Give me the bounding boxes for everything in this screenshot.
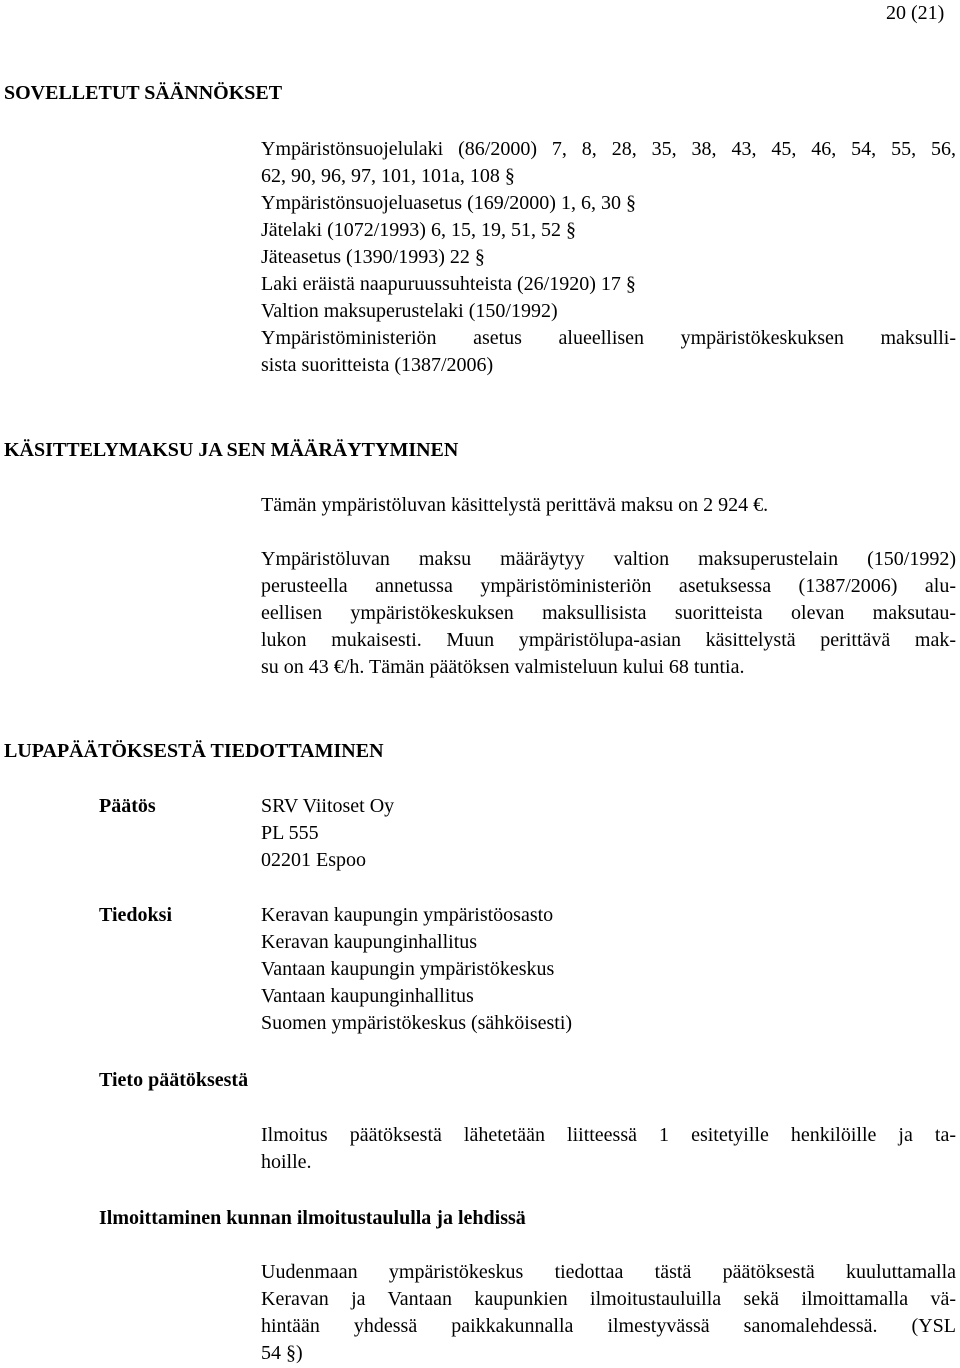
announcement-line: 54 §) <box>261 1342 303 1364</box>
heading-lupapaatoksesta-tiedottaminen: LUPAPÄÄTÖKSESTÄ TIEDOTTAMINEN <box>4 740 384 762</box>
tiedoksi-item: Suomen ympäristökeskus (sähköisesti) <box>261 1012 573 1034</box>
heading-ilmoittaminen: Ilmoittaminen kunnan ilmoitustaululla ja lehdissä <box>99 1207 526 1229</box>
label-tieto-paatoksesta: Tieto päätöksestä <box>99 1069 249 1091</box>
statute-line: Ympäristönsuojeluasetus (169/2000) 1, 6, 30 § <box>261 192 636 214</box>
statute-line: 62, 90, 96, 97, 101, 101a, 108 § <box>261 165 515 187</box>
statute-line: Jäteasetus (1390/1993) 22 § <box>261 246 485 268</box>
tiedoksi-list <box>261 902 956 1037</box>
statute-line: Jätelaki (1072/1993) 6, 15, 19, 51, 52 § <box>261 219 576 241</box>
paragraph-line: su on 43 €/h. Tämän päätöksen valmisteluun kului 68 tuntia. <box>261 656 745 678</box>
address-line: PL 555 <box>261 822 319 844</box>
statute-list <box>261 136 956 379</box>
heading-sovelletut-saannokset: SOVELLETUT SÄÄNNÖKSET <box>4 82 283 104</box>
announcement-line: Keravan ja Vantaan kaupunkien ilmoitustauluilla sekä ilmoittamalla vä- <box>261 1288 956 1310</box>
address-line: 02201 Espoo <box>261 849 366 871</box>
tiedoksi-item: Keravan kaupungin ympäristöosasto <box>261 904 554 926</box>
heading-kasittelymaksu: KÄSITTELYMAKSU JA SEN MÄÄRÄYTYMINEN <box>4 439 459 461</box>
page-number: 20 (21) <box>886 2 945 24</box>
label-paatos: Päätös <box>99 795 156 817</box>
address-line: SRV Viitoset Oy <box>261 795 395 817</box>
tieto-line: Ilmoitus päätöksestä lähetetään liitteessä 1 esitetyille henkilöille ja ta- <box>261 1124 956 1146</box>
statute-line: Ympäristönsuojelulaki (86/2000) 7, 8, 28, 35, 38, 43, 45, 46, 54, 55, 56, <box>261 138 956 160</box>
paragraph-line: eellisen ympäristökeskuksen maksullisista suoritteista olevan maksutau- <box>261 602 956 624</box>
tiedoksi-item: Keravan kaupunginhallitus <box>261 931 478 953</box>
announcement-line: Uudenmaan ympäristökeskus tiedottaa tästä päätöksestä kuuluttamalla <box>261 1261 956 1283</box>
statute-line: Ympäristöministeriön asetus alueellisen ympäristökeskuksen maksulli- <box>261 327 956 349</box>
fee-line: Tämän ympäristöluvan käsittelystä perittävä maksu on 2 924 €. <box>261 494 769 516</box>
fee-paragraph <box>261 546 956 681</box>
fee-statement <box>261 492 956 519</box>
statute-line: Laki eräistä naapuruussuhteista (26/1920) 17 § <box>261 273 636 295</box>
recipient-address <box>261 793 956 874</box>
tieto-text <box>261 1122 956 1176</box>
tiedoksi-item: Vantaan kaupungin ympäristökeskus <box>261 958 555 980</box>
paragraph-line: lukon mukaisesti. Muun ympäristölupa-asian käsittelystä perittävä mak- <box>261 629 956 651</box>
label-tiedoksi: Tiedoksi <box>99 904 172 926</box>
announcement-line: hintään yhdessä paikkakunnalla ilmestyvässä sanomalehdessä. (YSL <box>261 1315 956 1337</box>
tiedoksi-item: Vantaan kaupunginhallitus <box>261 985 474 1007</box>
tieto-line: hoille. <box>261 1151 312 1173</box>
paragraph-line: Ympäristöluvan maksu määräytyy valtion maksuperustelain (150/1992) <box>261 548 956 570</box>
announcement-paragraph <box>261 1259 956 1367</box>
paragraph-line: perusteella annetussa ympäristöministeriön asetuksessa (1387/2006) alu- <box>261 575 956 597</box>
statute-line: Valtion maksuperustelaki (150/1992) <box>261 300 558 322</box>
statute-line: sista suoritteista (1387/2006) <box>261 354 494 376</box>
